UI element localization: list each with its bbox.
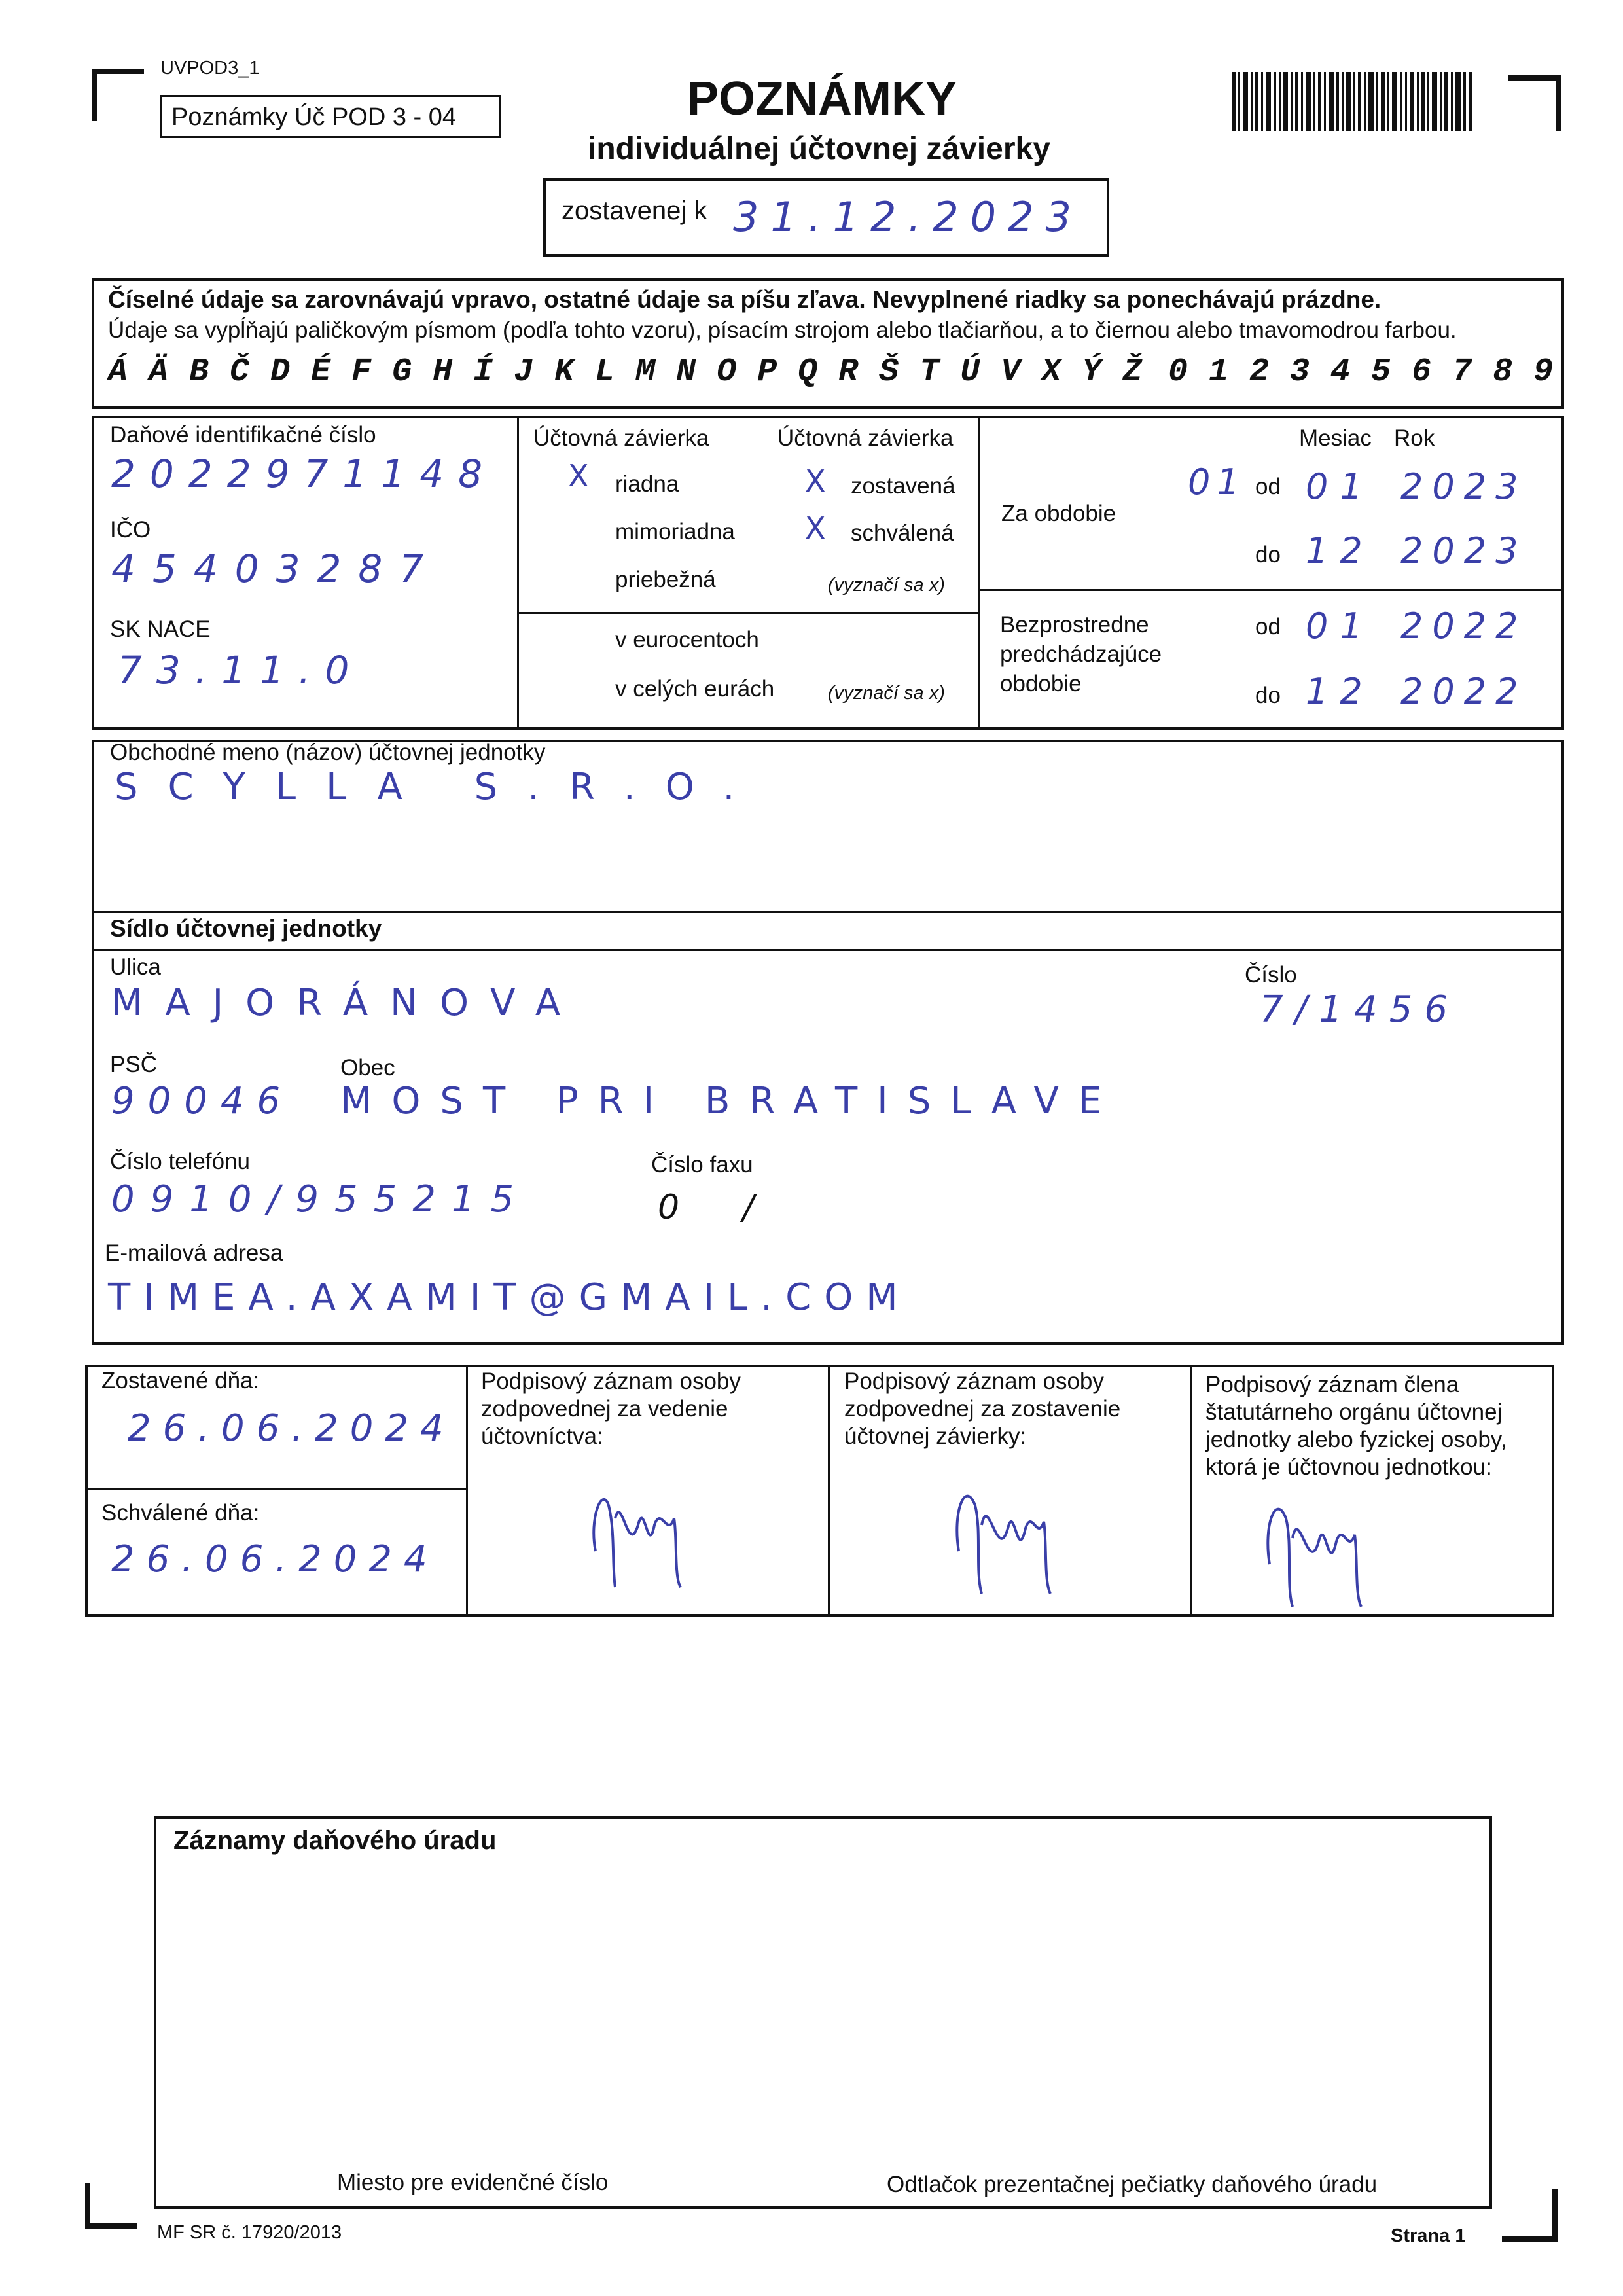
signature-3-label: Podpisový záznam člena štatutárneho orgánu účtovnej jednotky alebo fyzickej osoby, ktorá je účtovnou jednotkou: bbox=[1205, 1372, 1507, 1480]
business-name-label: Obchodné meno (názov) účtovnej jednotky bbox=[110, 740, 546, 765]
signature-1-image bbox=[576, 1479, 707, 1597]
divider bbox=[978, 416, 980, 730]
mark-hint-currency: (vyznačí sa x) bbox=[828, 683, 945, 704]
mesiac-label: Mesiac bbox=[1299, 425, 1372, 451]
za-obdobie-label: Za obdobie bbox=[1001, 501, 1116, 526]
business-name-value[interactable]: SCYLLA S.R.O. bbox=[115, 766, 765, 808]
zostavena-checkmark[interactable]: X bbox=[805, 463, 826, 499]
address-block bbox=[92, 740, 1564, 1345]
previous-to-month[interactable]: 12 bbox=[1306, 671, 1374, 712]
evidence-number-label: Miesto pre evidenčné číslo bbox=[337, 2170, 609, 2195]
previous-to-year[interactable]: 2022 bbox=[1400, 671, 1527, 712]
number-label: Číslo bbox=[1245, 962, 1297, 988]
fax-label: Číslo faxu bbox=[651, 1152, 753, 1177]
celych-eurach-label: v celých eurách bbox=[615, 676, 775, 702]
number-value[interactable]: 7/1456 bbox=[1260, 988, 1460, 1031]
current-from-label: od bbox=[1255, 474, 1281, 499]
instructions-line2: Údaje sa vypĺňajú paličkovým písmom (podľa tohto vzoru), písacím strojom alebo tlačiarňou, a to čiernou alebo tmavomodrou farbou. bbox=[108, 317, 1457, 343]
current-from-year[interactable]: 2023 bbox=[1400, 466, 1527, 507]
street-label: Ulica bbox=[110, 954, 161, 980]
instructions-letters: Á Ä B Č D É F G H Í J K L M N O P Q R Š T Ú V X Ý Ž bbox=[108, 353, 1143, 391]
corner-mark-top-right bbox=[1508, 75, 1561, 131]
statement-col2-label: Účtovná závierka bbox=[777, 425, 954, 451]
street-value[interactable]: MAJORÁNOVA bbox=[111, 982, 583, 1024]
current-period-prefix[interactable]: 01 bbox=[1188, 461, 1246, 503]
compiled-on-label: Zostavené dňa: bbox=[101, 1368, 260, 1393]
divider bbox=[517, 612, 978, 614]
page-number: Strana 1 bbox=[1391, 2225, 1466, 2246]
phone-label: Číslo telefónu bbox=[110, 1149, 251, 1174]
address-section-title: Sídlo účtovnej jednotky bbox=[110, 915, 382, 942]
divider bbox=[978, 589, 1564, 591]
compiled-date-value[interactable]: 31.12.2023 bbox=[733, 193, 1083, 241]
page-subtitle: individuálnej účtovnej závierky bbox=[588, 132, 1050, 166]
previous-from-month[interactable]: 01 bbox=[1306, 605, 1374, 647]
approved-on-value[interactable]: 26.06.2024 bbox=[111, 1538, 439, 1581]
psc-label: PSČ bbox=[110, 1052, 157, 1077]
divider bbox=[92, 911, 1564, 913]
compiled-on-value[interactable]: 26.06.2024 bbox=[128, 1407, 455, 1450]
current-to-month[interactable]: 12 bbox=[1306, 530, 1374, 571]
current-to-label: do bbox=[1255, 542, 1281, 567]
schvalena-checkmark[interactable]: X bbox=[805, 511, 826, 546]
barcode bbox=[1232, 72, 1475, 131]
signature-1-label: Podpisový záznam osoby zodpovednej za vedenie účtovníctva: bbox=[481, 1369, 741, 1449]
eurocentoch-label: v eurocentoch bbox=[615, 627, 759, 653]
instructions-digits: 0 1 2 3 4 5 6 7 8 9 bbox=[1168, 353, 1554, 391]
stamp-label: Odtlačok prezentačnej pečiatky daňového úradu bbox=[887, 2172, 1378, 2197]
phone-value[interactable]: 0910/955215 bbox=[111, 1178, 530, 1221]
nace-value[interactable]: 73.11.0 bbox=[118, 648, 364, 692]
previous-from-year[interactable]: 2022 bbox=[1400, 605, 1527, 647]
priebezna-label: priebežná bbox=[615, 567, 716, 592]
divider bbox=[1190, 1365, 1192, 1617]
corner-mark-bottom-right bbox=[1502, 2189, 1558, 2242]
previous-period-label-1: Bezprostredne bbox=[1000, 612, 1149, 637]
ico-label: IČO bbox=[110, 517, 151, 543]
corner-mark-bottom-left bbox=[85, 2183, 137, 2229]
obec-value[interactable]: MOST PRI BRATISLAVE bbox=[340, 1080, 1122, 1122]
previous-period-label-3: obdobie bbox=[1000, 671, 1082, 696]
tax-office-box bbox=[154, 1816, 1492, 2209]
dic-label: Daňové identifikačné číslo bbox=[110, 422, 376, 448]
divider bbox=[466, 1365, 468, 1617]
email-value[interactable]: TIMEA.AXAMIT@GMAIL.COM bbox=[108, 1276, 911, 1319]
mimoriadna-label: mimoriadna bbox=[615, 519, 735, 545]
mark-hint: (vyznačí sa x) bbox=[828, 575, 945, 596]
email-label: E-mailová adresa bbox=[105, 1240, 283, 1266]
riadna-label: riadna bbox=[615, 471, 679, 497]
signature-2-label: Podpisový záznam osoby zodpovednej za zostavenie účtovnej závierky: bbox=[844, 1369, 1121, 1449]
instructions-line1: Číselné údaje sa zarovnávajú vpravo, ostatné údaje sa píšu zľava. Nevyplnené riadky sa ponechávajú prázdne. bbox=[108, 286, 1382, 313]
divider bbox=[92, 949, 1564, 951]
approved-on-label: Schválené dňa: bbox=[101, 1500, 260, 1526]
previous-period-label-2: predchádzajúce bbox=[1000, 641, 1162, 667]
zostavena-label: zostavená bbox=[851, 473, 955, 499]
signature-3-image bbox=[1250, 1486, 1381, 1617]
divider bbox=[517, 416, 519, 730]
divider bbox=[828, 1365, 830, 1617]
previous-from-label: od bbox=[1255, 614, 1281, 639]
tax-office-title: Záznamy daňového úradu bbox=[173, 1826, 497, 1855]
current-from-month[interactable]: 01 bbox=[1306, 466, 1374, 507]
dic-value[interactable]: 2022971148 bbox=[111, 452, 497, 496]
statement-col1-label: Účtovná závierka bbox=[533, 425, 709, 451]
ministry-reference: MF SR č. 17920/2013 bbox=[157, 2222, 342, 2243]
previous-to-label: do bbox=[1255, 683, 1281, 708]
psc-value[interactable]: 90046 bbox=[111, 1080, 294, 1122]
form-name: Poznámky Úč POD 3 - 04 bbox=[171, 103, 457, 131]
ico-value[interactable]: 45403287 bbox=[111, 547, 441, 591]
compiled-date-label: zostavenej k bbox=[562, 196, 707, 225]
nace-label: SK NACE bbox=[110, 617, 211, 642]
signature-2-image bbox=[939, 1473, 1070, 1604]
obec-label: Obec bbox=[340, 1055, 395, 1081]
fax-value[interactable]: 0 / bbox=[658, 1188, 781, 1227]
page-title: POZNÁMKY bbox=[687, 73, 957, 125]
schvalena-label: schválená bbox=[851, 520, 954, 546]
corner-mark-top-left bbox=[92, 69, 144, 121]
riadna-checkmark[interactable]: X bbox=[568, 458, 589, 493]
form-code: UVPOD3_1 bbox=[160, 58, 260, 79]
divider bbox=[85, 1488, 466, 1490]
current-to-year[interactable]: 2023 bbox=[1400, 530, 1527, 571]
rok-label: Rok bbox=[1394, 425, 1435, 451]
